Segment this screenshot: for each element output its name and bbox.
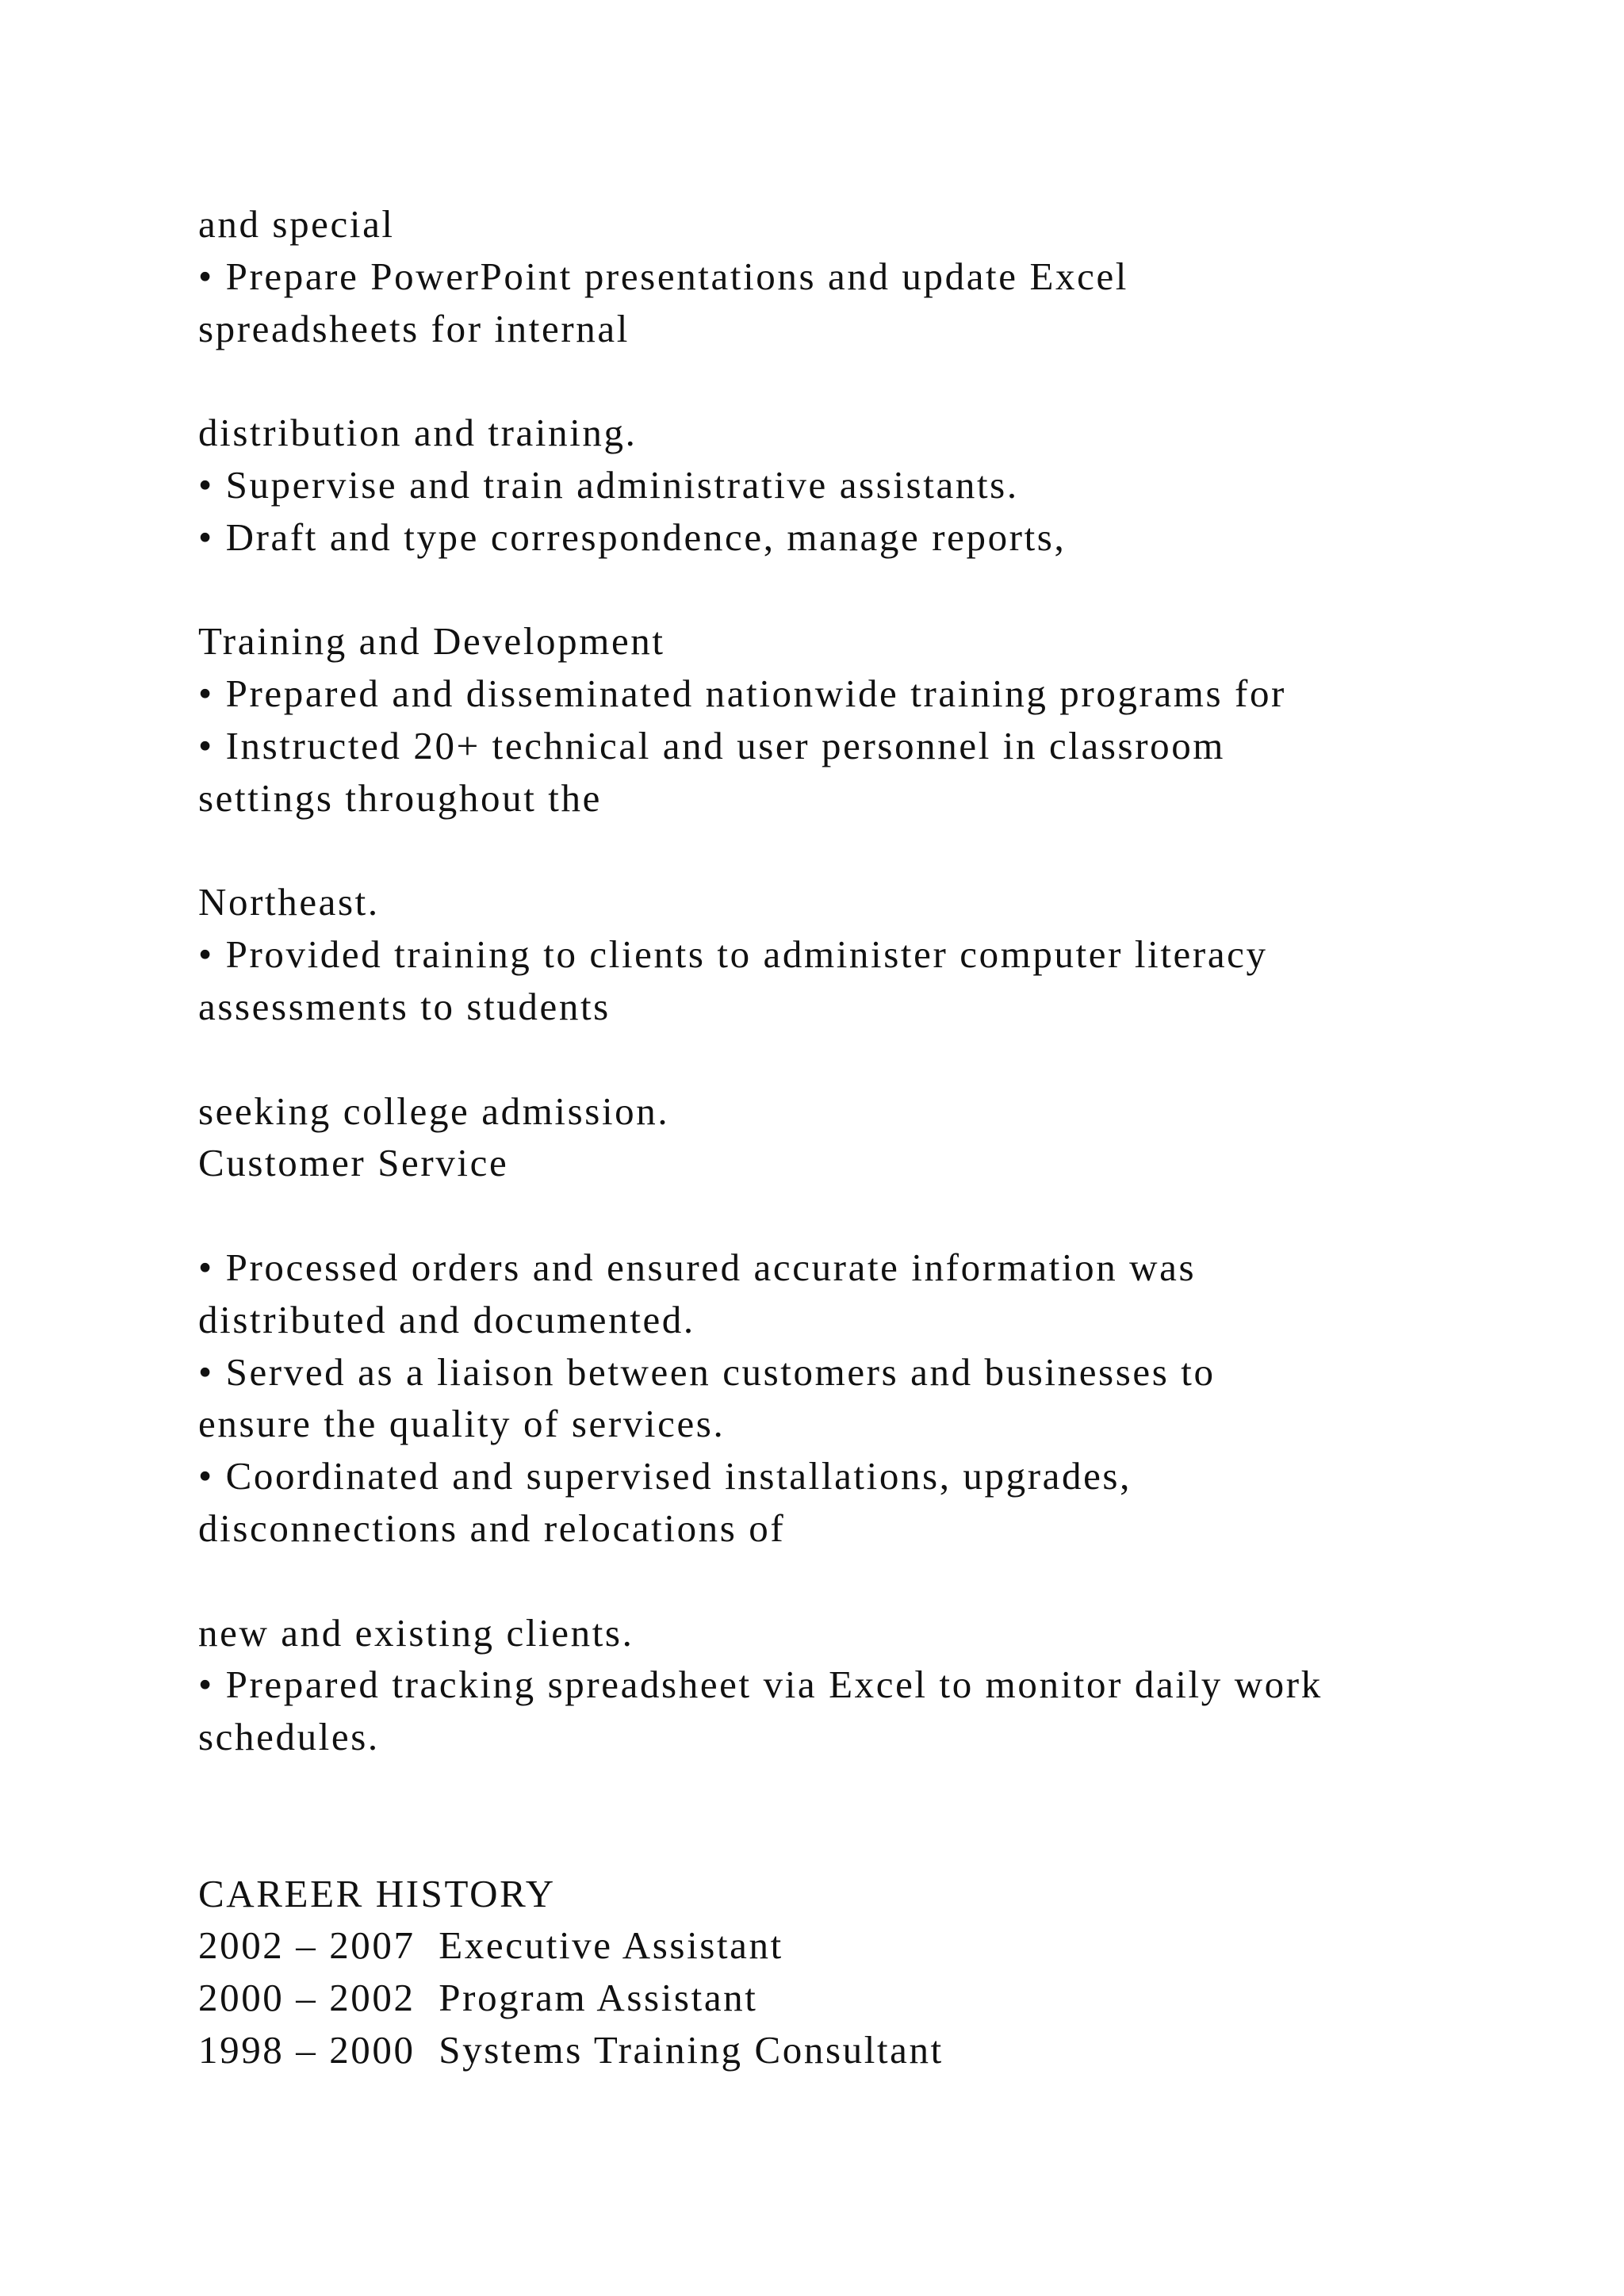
blank-line bbox=[198, 1816, 1507, 1868]
text-line: new and existing clients. bbox=[198, 1610, 634, 1655]
text-line: ensure the quality of services. bbox=[198, 1402, 726, 1446]
blank-line bbox=[198, 1555, 1507, 1607]
bullet-line: • Provided training to clients to administer computer literacy bbox=[198, 932, 1268, 977]
text-line: spreadsheets for internal bbox=[198, 306, 630, 350]
blank-line bbox=[198, 1189, 1507, 1242]
document-body bbox=[198, 198, 1507, 2076]
section-heading: Customer Service bbox=[198, 1141, 509, 1185]
text-line: assessments to students bbox=[198, 984, 611, 1028]
bullet-line: • Processed orders and ensured accurate information was bbox=[198, 1245, 1197, 1289]
text-line: distributed and documented. bbox=[198, 1297, 695, 1341]
text-line: settings throughout the bbox=[198, 775, 602, 820]
blank-line bbox=[198, 825, 1507, 877]
bullet-line: • Prepared tracking spreadsheet via Excel to monitor daily work bbox=[198, 1663, 1323, 1707]
text-line: distribution and training. bbox=[198, 411, 638, 455]
bullet-line: • Draft and type correspondence, manage reports, bbox=[198, 515, 1067, 559]
career-entry: 2000 – 2002 Program Assistant bbox=[198, 1976, 758, 2020]
bullet-line: • Supervise and train administrative assistants. bbox=[198, 462, 1019, 507]
section-heading: CAREER HISTORY bbox=[198, 1871, 556, 1915]
blank-line bbox=[198, 1033, 1507, 1085]
blank-line bbox=[198, 1763, 1507, 1816]
bullet-line: • Coordinated and supervised installations, upgrades, bbox=[198, 1454, 1132, 1498]
career-entry: 1998 – 2000 Systems Training Consultant bbox=[198, 2027, 944, 2072]
bullet-line: • Instructed 20+ technical and user personnel in classroom bbox=[198, 723, 1226, 767]
text-line: disconnections and relocations of bbox=[198, 1506, 786, 1550]
career-entry: 2002 – 2007 Executive Assistant bbox=[198, 1923, 783, 1968]
bullet-line: • Prepare PowerPoint presentations and update Excel bbox=[198, 254, 1129, 298]
text-line: schedules. bbox=[198, 1715, 380, 1759]
text-line: Northeast. bbox=[198, 880, 380, 924]
blank-line bbox=[198, 564, 1507, 616]
text-line: seeking college admission. bbox=[198, 1089, 670, 1133]
section-heading: Training and Development bbox=[198, 619, 665, 664]
bullet-line: • Served as a liaison between customers and businesses to bbox=[198, 1349, 1216, 1394]
bullet-line: • Prepared and disseminated nationwide training programs for bbox=[198, 672, 1286, 716]
blank-line bbox=[198, 354, 1507, 407]
text-line: and special bbox=[198, 202, 395, 246]
